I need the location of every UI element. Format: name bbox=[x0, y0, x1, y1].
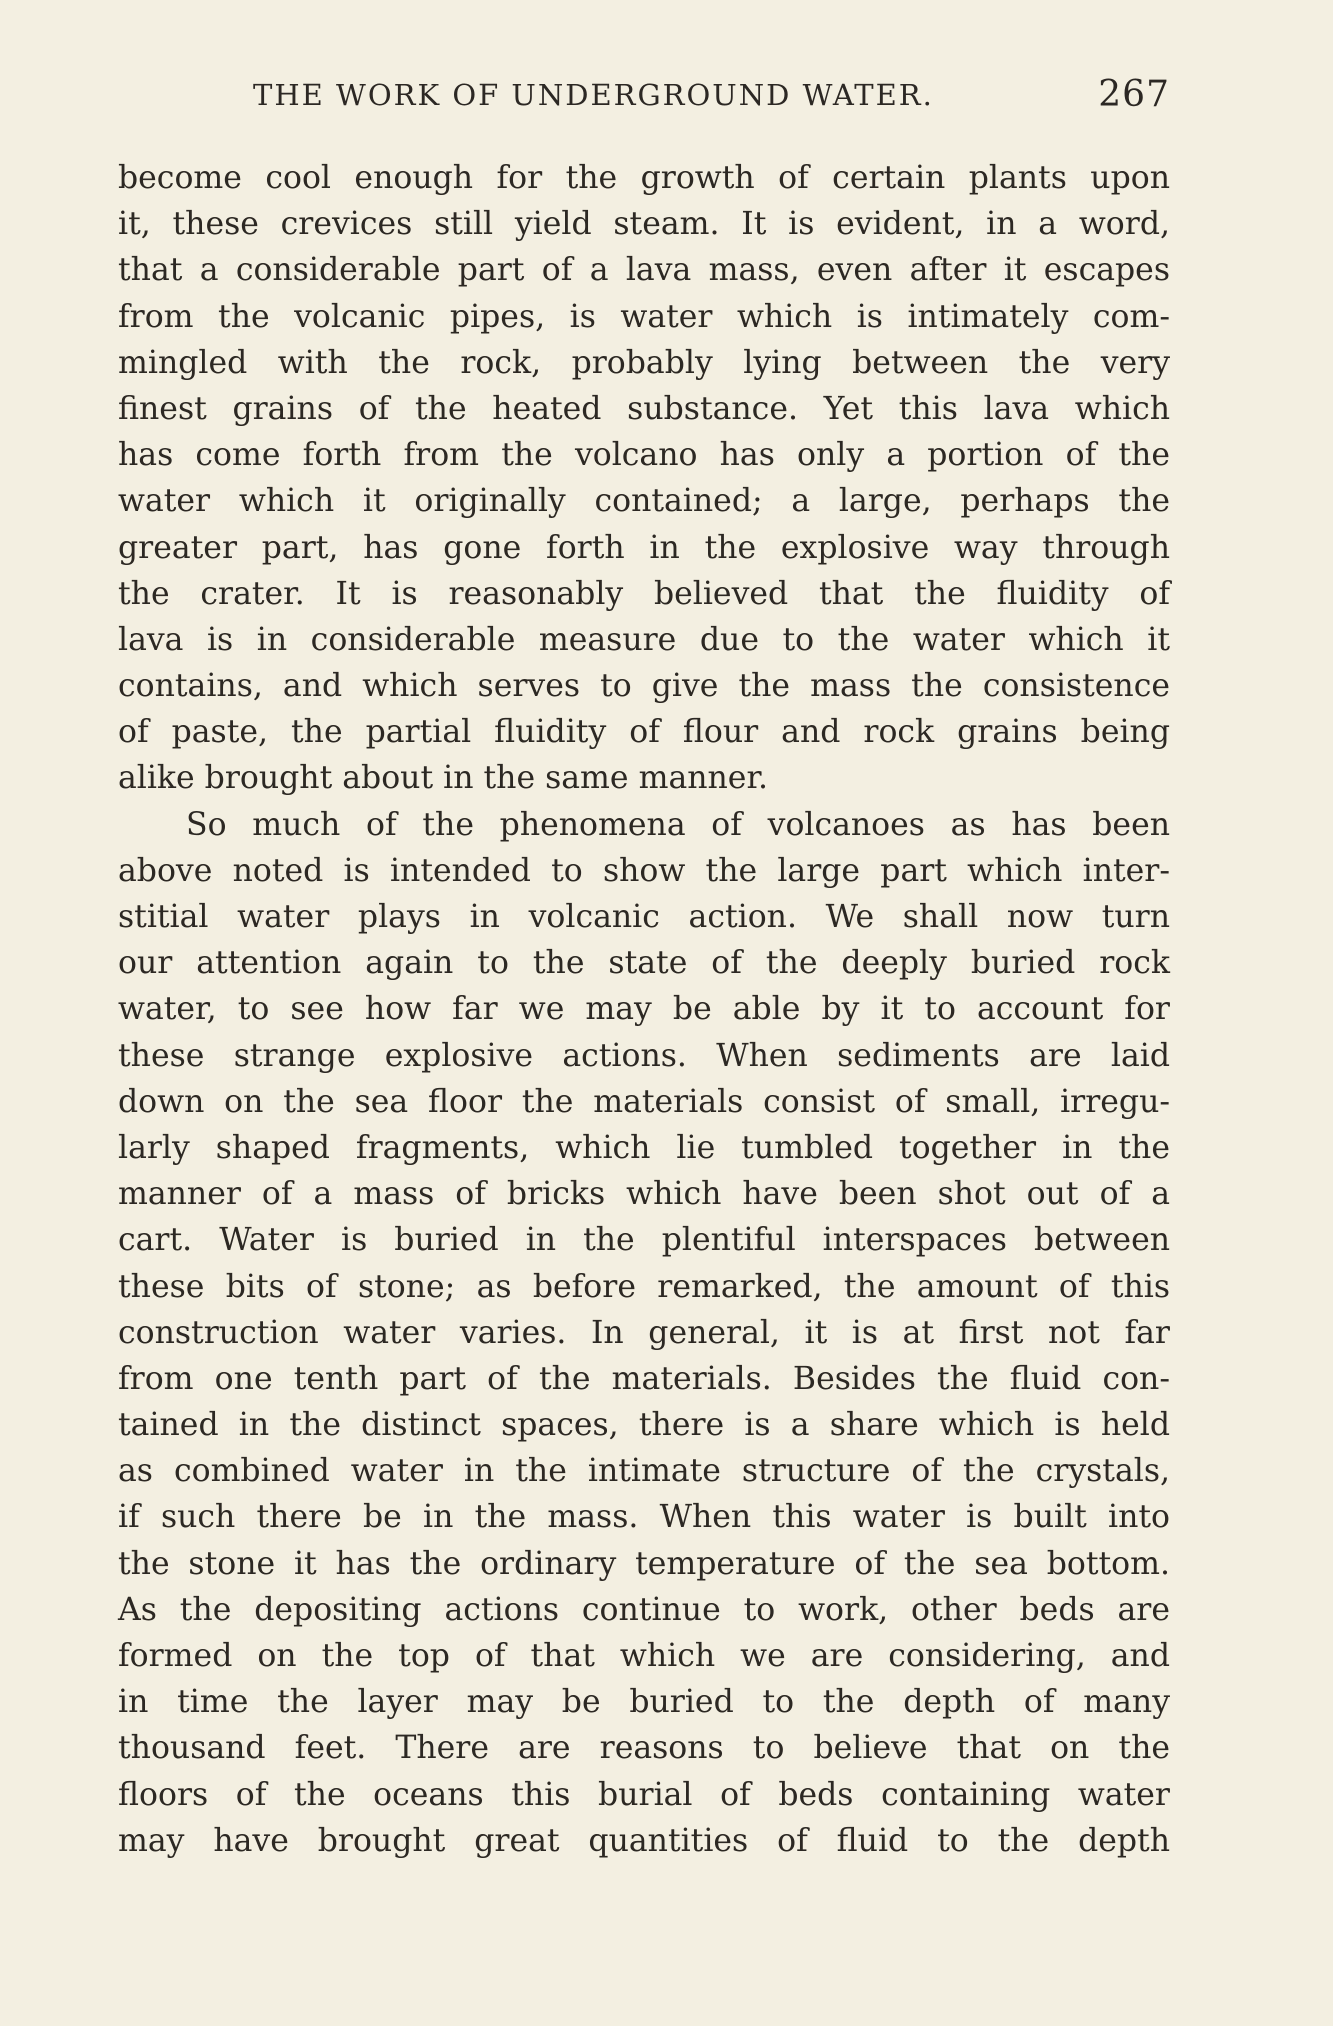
text-line: the stone it has the ordinary temperature of the sea bottom. bbox=[118, 1545, 1170, 1582]
text-line: cart. Water is buried in the plentiful interspaces between bbox=[118, 1222, 1170, 1259]
text-line: these bits of stone; as before remarked, the amount of this bbox=[118, 1268, 1170, 1305]
text-line: it, these crevices still yield steam. It is evident, in a word, bbox=[118, 206, 1170, 243]
paragraph-1 bbox=[118, 155, 1170, 802]
text-line: that a considerable part of a lava mass, even after it escapes bbox=[118, 252, 1170, 289]
text-line: if such there be in the mass. When this water is built into bbox=[118, 1499, 1170, 1536]
text-line: greater part, has gone forth in the explosive way through bbox=[118, 529, 1170, 566]
text-line: become cool enough for the growth of certain plants upon bbox=[118, 160, 1170, 196]
text-line: tained in the distinct spaces, there is a share which is held bbox=[118, 1407, 1170, 1444]
text-line: these strange explosive actions. When sediments are laid bbox=[118, 1037, 1170, 1074]
text-line: larly shaped fragments, which lie tumbled together in the bbox=[118, 1129, 1170, 1166]
text-line: from the volcanic pipes, is water which is intimately com- bbox=[118, 298, 1170, 335]
paragraph-2 bbox=[118, 802, 1170, 1864]
text-line: our attention again to the state of the deeply buried rock bbox=[118, 945, 1170, 982]
text-line: alike brought about in the same manner. bbox=[118, 760, 769, 797]
text-line: stitial water plays in volcanic action. We shall now turn bbox=[118, 899, 1170, 935]
page-number: 267 bbox=[1098, 74, 1170, 115]
running-head: THE WORK OF UNDERGROUND WATER. bbox=[253, 78, 934, 112]
text-line: manner of a mass of bricks which have been shot out of a bbox=[118, 1176, 1170, 1213]
text-line: As the depositing actions continue to work, other beds are bbox=[118, 1591, 1170, 1628]
text-line: above noted is intended to show the large part which inter- bbox=[118, 852, 1170, 889]
text-line: water which it originally contained; a large, perhaps the bbox=[118, 483, 1170, 520]
text-line: finest grains of the heated substance. Yet this lava which bbox=[118, 390, 1170, 427]
body-text bbox=[118, 155, 1170, 1864]
text-line: contains, and which serves to give the mass the consistence bbox=[118, 668, 1170, 705]
text-line: mingled with the rock, probably lying between the very bbox=[118, 344, 1170, 381]
text-line: of paste, the partial fluidity of flour and rock grains being bbox=[118, 714, 1170, 751]
text-line: may have brought great quantities of fluid to the depth bbox=[118, 1822, 1170, 1859]
text-line: water, to see how far we may be able by it to account for bbox=[118, 991, 1170, 1028]
text-line: floors of the oceans this burial of beds containing water bbox=[118, 1776, 1170, 1813]
text-line: construction water varies. In general, it is at first not far bbox=[118, 1314, 1170, 1351]
text-line: down on the sea floor the materials consist of small, irregu- bbox=[118, 1083, 1170, 1120]
text-line: from one tenth part of the materials. Besides the fluid con- bbox=[118, 1360, 1170, 1397]
text-line: the crater. It is reasonably believed that the fluidity of bbox=[118, 575, 1170, 612]
text-line: as combined water in the intimate structure of the crystals, bbox=[118, 1453, 1170, 1490]
page-header bbox=[118, 72, 1170, 124]
text-line: has come forth from the volcano has only a portion of the bbox=[118, 437, 1170, 474]
text-line: lava is in considerable measure due to the water which it bbox=[118, 621, 1170, 658]
text-line: formed on the top of that which we are considering, and bbox=[118, 1638, 1170, 1674]
text-line: thousand feet. There are reasons to believe that on the bbox=[118, 1730, 1170, 1767]
text-line: in time the layer may be buried to the depth of many bbox=[118, 1684, 1170, 1721]
text-line: So much of the phenomena of volcanoes as has been bbox=[186, 806, 1170, 843]
